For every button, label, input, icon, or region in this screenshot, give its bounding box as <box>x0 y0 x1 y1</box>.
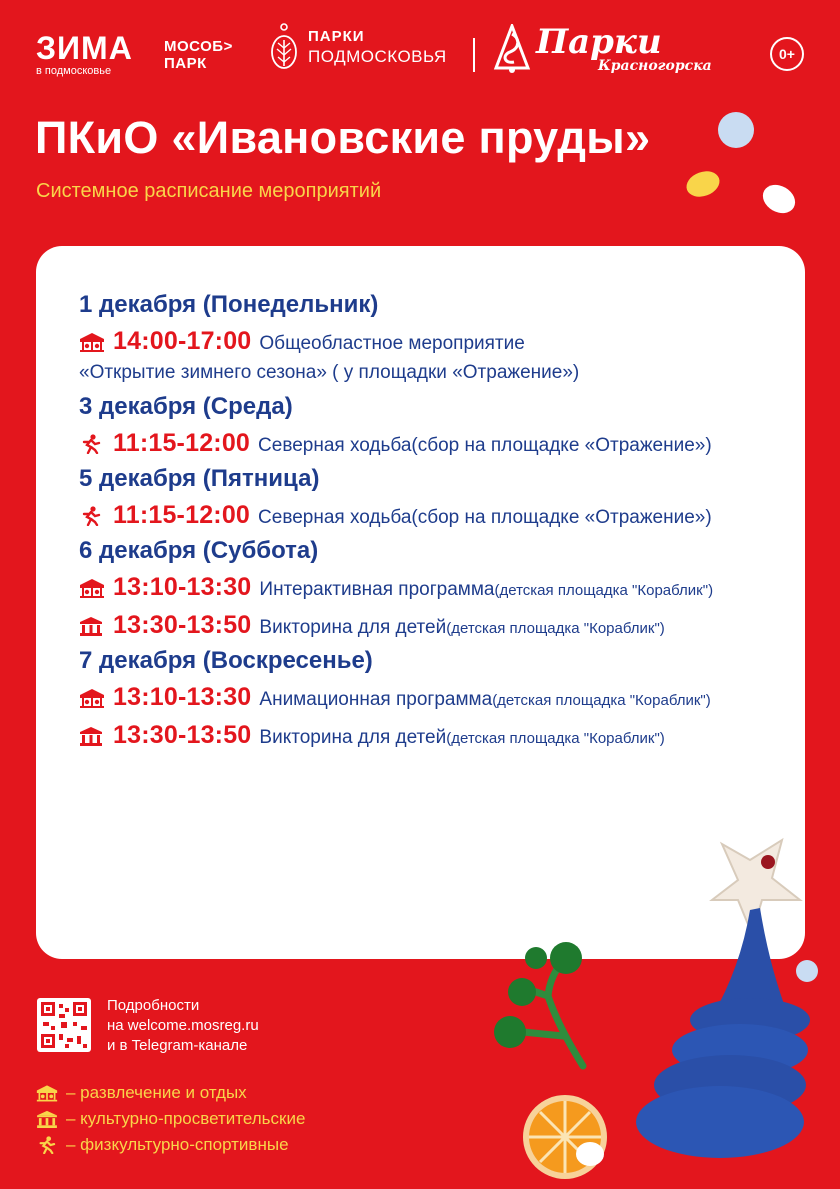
schedule-list <box>79 288 713 754</box>
krasnogorsk-logo-sub: Красногорска <box>598 58 712 74</box>
age-rating-badge: 0+ <box>770 37 804 71</box>
runner-icon <box>79 506 105 526</box>
page-title: ПКиО «Ивановские пруды» <box>35 112 651 163</box>
event-row <box>79 424 713 462</box>
event-row <box>79 568 713 606</box>
event-time: 11:15-12:00 <box>113 429 251 457</box>
event-description: Анимационная программа <box>259 689 493 710</box>
berry-branch-decoration <box>488 936 608 1076</box>
decor-dot-white-bottom <box>576 1142 604 1166</box>
legend-text: – физкультурно-спортивные <box>66 1135 289 1154</box>
event-time: 11:15-12:00 <box>113 501 251 529</box>
toy-tree-decoration <box>600 800 810 1170</box>
more-info-link[interactable]: на welcome.mosreg.ru <box>107 1017 259 1034</box>
more-info <box>107 996 259 1056</box>
event-row <box>79 322 713 360</box>
event-time: 13:10-13:30 <box>113 573 252 601</box>
zima-logo-title: ЗИМА <box>36 30 133 66</box>
event-row <box>79 678 713 716</box>
museum-icon <box>79 726 105 746</box>
logo-divider <box>473 38 475 72</box>
event-location-note: (детская площадка "Кораблик") <box>494 582 714 599</box>
legend-text: – культурно-просветительские <box>66 1109 306 1128</box>
legend-item <box>36 1132 305 1158</box>
event-description: Северная ходьба(сбор на площадке «Отражение») <box>258 507 712 528</box>
event-location-note: (детская площадка "Кораблик") <box>446 620 665 637</box>
mosobpark-logo <box>164 38 233 72</box>
parki-emblem-icon <box>270 22 298 72</box>
event-description-continued: «Открытие зимнего сезона» ( у площадки «Отражение») <box>79 362 580 383</box>
krasnogorsk-logo-script: Парки <box>536 22 662 62</box>
zima-logo <box>36 32 133 77</box>
event-description: Викторина для детей <box>259 727 447 748</box>
qr-code[interactable] <box>37 998 91 1052</box>
event-description: Викторина для детей <box>259 617 447 638</box>
legend-item <box>36 1080 305 1106</box>
event-row <box>79 606 713 644</box>
day-heading: 3 декабря (Среда) <box>79 393 293 420</box>
zima-logo-subtitle: в подмосковье <box>36 65 112 77</box>
day-heading: 7 декабря (Воскресенье) <box>79 647 373 674</box>
legend-text: – развлечение и отдых <box>66 1083 247 1102</box>
day-heading: 6 декабря (Суббота) <box>79 537 319 564</box>
event-description: Интерактивная программа <box>259 579 495 600</box>
event-row <box>79 496 713 534</box>
parki-logo-line1: ПАРКИ <box>308 28 365 45</box>
event-description: Общеобластное мероприятие <box>259 333 525 354</box>
event-time: 13:10-13:30 <box>113 683 252 711</box>
carousel-icon <box>79 688 105 708</box>
mosobpark-logo-line2: ПАРК <box>164 55 207 72</box>
day-heading: 1 декабря (Понедельник) <box>79 291 379 318</box>
museum-icon <box>36 1110 60 1128</box>
icon-legend <box>36 1080 305 1158</box>
orange-slice-decoration <box>520 1092 610 1182</box>
event-location-note: (детская площадка "Кораблик") <box>446 730 665 747</box>
event-description: Северная ходьба(сбор на площадке «Отражение») <box>258 435 712 456</box>
event-time: 13:30-13:50 <box>113 721 252 749</box>
more-info-line1: Подробности <box>107 997 200 1014</box>
event-time: 14:00-17:00 <box>113 327 252 355</box>
museum-icon <box>79 616 105 636</box>
page-subtitle: Системное расписание мероприятий <box>36 180 382 202</box>
mosobpark-logo-line1: МОСОБ> <box>164 38 233 55</box>
decor-dot-white <box>758 179 800 219</box>
legend-item <box>36 1106 305 1132</box>
carousel-icon <box>79 578 105 598</box>
event-row <box>79 716 713 754</box>
carousel-icon <box>79 332 105 352</box>
carousel-icon <box>36 1084 60 1102</box>
runner-icon <box>79 434 105 454</box>
parki-podmoskovya-logo <box>270 22 447 72</box>
treble-tree-icon <box>490 24 534 74</box>
runner-icon <box>36 1136 60 1154</box>
parki-logo-line2: ПОДМОСКОВЬЯ <box>308 47 447 66</box>
event-time: 13:30-13:50 <box>113 611 252 639</box>
parki-krasnogorska-logo <box>490 20 730 80</box>
more-info-line3: и в Telegram-канале <box>107 1037 248 1054</box>
event-location-note: (детская площадка "Кораблик") <box>492 692 711 709</box>
decor-dot-yellow <box>683 167 723 201</box>
day-heading: 5 декабря (Пятница) <box>79 465 320 492</box>
decor-dot-blue <box>718 112 754 148</box>
